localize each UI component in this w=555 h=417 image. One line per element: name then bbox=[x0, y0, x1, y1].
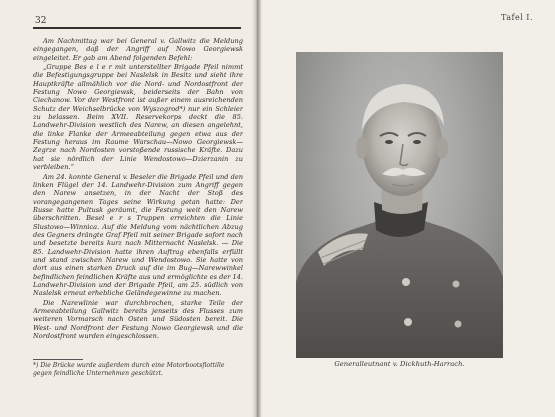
portrait-photo bbox=[296, 52, 503, 358]
paragraph-3: Am 24. konnte General v. Beseler die Brigade Pfeil und den linken Flügel der 14. Landwehr-Division zum Angriff gegen den Narew ansetzen, in der Nacht der Stoß des vorangegangenen Tages seine Wirkung getan hatte: Der Russe hatte Pultusk geräumt, die Festung weit den Narew überschritten. Besel e r s Truppen erreichten die Linie Slustowo—Winnica. Auf die Meldung vom nächtlichen Abzug des Gegners drängte Graf Pfeil mit seiner Brigade sofort nach und besetzte bereits kurz nach Mitternacht Naslelsk. — Die 85. Landwehr-Division hatte ihren Auftrag ebenfalls erfüllt und stand zwischen Narew und Wendostowo. Sie hatte von dort aus einen starken Druck auf die im Bug—Narewwinkel befindlichen feindlichen Kräfte aus und ermöglichte es der 14. Landwehr-Division und der Brigade Pfeil, am 25. südlich von Naslelsk erneut erhebliche Geländegewinne zu machen. bbox=[33, 172, 243, 298]
paragraph-2: „Gruppe Bes e l e r mit unterstellter Brigade Pfeil nimmt die Befestigungsgruppe bei Naslelsk in Besitz und sieht ihre Hauptkräfte allmählich vor die Nord- und Nordostfront der Festung Nowo Georgiewsk, beiderseits der Bahn von Ciechanow. Vor der Westfront ist außer einem ausreichenden Schutz der Weichselbrücke von Wyszogrod*) nur ein Schleier zu belassen. Beim XVII. Reservekorps deckt die 85. Landwehr-Division westlich des Narew, an diesen angelehnt, die linke Flanke der Armeeabteilung gegen etwa aus der Festung heraus im Raume Warschau—Nowo Georgiewsk—Zegrze nach Nordosten vorstoßende russische Kräfte. Dazu hat sie nördlich der Linie Wendostowo—Dzierzanin zu verbleiben.“ bbox=[33, 63, 243, 172]
paragraph-4: Die Narewlinie war durchbrochen, starke Teile der Armeeabteilung Gallwitz bereits jenseits des Flusses zum weiteren Vormarsch nach Osten und Südosten bereit. Die West- und Nordfront der Festung Nowo Georgiewsk und die Nordostfront wurden eingeschlossen. bbox=[33, 298, 243, 341]
page-number: 32 bbox=[35, 16, 47, 26]
plate-label: Tafel I. bbox=[501, 13, 533, 22]
footnote-rule bbox=[33, 359, 83, 360]
paragraph-1: Am Nachmittag war bei General v. Gallwitz die Meldung eingegangen, daß der Angriff auf Nowo Georgiewsk eingeleitet. Er gab am Abend folgenden Befehl: bbox=[33, 37, 243, 62]
header-rule bbox=[33, 27, 241, 29]
right-page bbox=[258, 0, 555, 417]
left-page bbox=[0, 0, 256, 417]
portrait-illustration bbox=[296, 52, 503, 358]
footnote: *) Die Brücke wurde außerdem durch eine Motorbootsflottille gegen feindliche Unternehmen geschützt. bbox=[33, 362, 225, 377]
book-gutter bbox=[252, 0, 262, 417]
body-text bbox=[33, 37, 243, 352]
photo-caption: Generalleutnant v. Dickhuth-Harrach. bbox=[334, 360, 465, 368]
